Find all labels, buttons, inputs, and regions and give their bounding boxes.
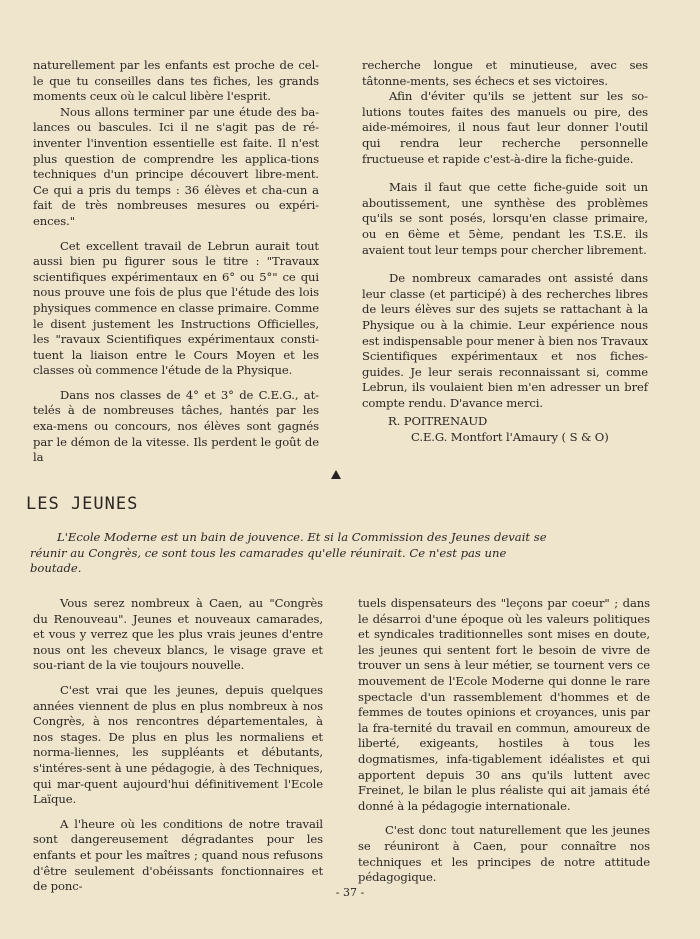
paragraph: C'est vrai que les jeunes, depuis quelques années viennent de plus en plus nombreux à nos Congrès, à nos rencontres départementales, à nos stages. De plus en plus les normaliens et norma-liennes, les suppléants et débutants, s'intéres-sent à une pédagogie, à des Techniques, qui mar-quent aujourd'hui définitivement l'Ecole Laïque. [33, 682, 323, 807]
page-number: - 37 - [335, 886, 365, 899]
paragraph: De nombreux camarades ont assisté dans leur classe (et participé) à des recherches libres de leurs élèves sur des sujets se rattachant à la Physique ou à la chimie. Leur expérience nous est indispensable pour mener à bien nos Travaux Scientifiques expérimentaux et nos fiches-guides. Je leur serais reconnaissant si, comme Lebrun, ils voulaient bien m'en adresser un bref compte rendu. D'avance merci. [362, 271, 648, 410]
paragraph: Dans nos classes de 4° et 3° de C.E.G., at-telés à de nombreuses tâches, hantés par les exa-mens ou concours, nos élèves sont gagnés par le démon de la vitesse. Ils perdent le goût de la [33, 387, 319, 465]
column-top-left [33, 58, 319, 466]
paragraph: Vous serez nombreux à Caen, au "Congrès du Renouveau". Jeunes et nouveaux camarades, et vous y verrez que les plus vrais jeunes d'entre nous ont les cheveux blancs, le visage grave et sou-riant de la vie toujours nouvelle. [33, 596, 323, 673]
paragraph: Nous allons terminer par une étude des ba-lances ou bascules. Ici il ne s'agit pas de ré-inventer l'invention essentielle est faite. Il n'est plus question de comprendre les applica-tions techniques d'un principe découvert libre-ment. Ce qui a pris du temps : 36 élèves et cha-cun a fait de très nombreuses mesures ou expéri-ences." [33, 104, 319, 228]
paragraph: tuels dispensateurs des "leçons par coeur" ; dans le désarroi d'une époque où les valeurs politiques et syndicales traditionnelles sont mises en doute, les jeunes qui sentent fort le besoin de vivre de trouver un sens à leur métier, se tournent vers ce mouvement de l'Ecole Moderne qui donne le rare spectacle d'un rassemblement d'hommes et de femmes de toutes opinions et croyances, unis par la fra-ternité du travail en commun, amoureux de liberté, exigeants, hostiles à tous les dogmatismes, infa-tigablement idéalistes et qui apportent depuis 30 ans qu'ils luttent avec Freinet, le bilan le plus réaliste qui ait jamais été donné à la pédagogie internationale. [358, 596, 650, 813]
signature-address: C.E.G. Montfort l'Amaury ( S & O) [411, 430, 609, 445]
section-title: LES JEUNES [26, 494, 139, 514]
paragraph: Mais il faut que cette fiche-guide soit un aboutissement, une synthèse des problèmes qu'ils se sont posés, lorsqu'en classe primaire, ou en 6ème et 5ème, pendant les T.S.E. ils avaient tout leur temps pour chercher librement. [362, 180, 648, 257]
column-bottom-left [33, 596, 323, 895]
paragraph: C'est donc tout naturellement que les jeunes se réuniront à Caen, pour connaître nos techniques et les principes de notre attitude pédagogique. [358, 823, 650, 885]
signature-name: R. POITRENAUD [388, 414, 488, 429]
paragraph: recherche longue et minutieuse, avec ses tâtonne-ments, ses échecs et ses victoires. [362, 58, 648, 88]
paragraph: Cet excellent travail de Lebrun aurait tout aussi bien pu figurer sous le titre : "Travaux scientifiques expérimentaux en 6° ou 5°" ce qui nous prouve une fois de plus que l'étude des lois physiques commence en classe primaire. Comme le disent justement les Instructions Officielles, les "ravaux Scientifiques expérimentaux consti-tuent la liaison entre le Cours Moyen et les classes où commence l'étude de la Physique. [33, 238, 319, 378]
intro-text: L'Ecole Moderne est un bain de jouvence. Et si la Commission des Jeunes devait se réunir au Congrès, ce sont tous les camarades qu'elle réunirait. Ce n'est pas une boutade. [30, 530, 547, 576]
paragraph: naturellement par les enfants est proche de cel-le que tu conseilles dans tes fiches, les grands moments ceux où le calcul libère l'esprit. [33, 58, 319, 104]
column-top-right [362, 58, 648, 446]
paragraph: A l'heure où les conditions de notre travail sont dangereusement dégradantes pour les enfants et pour les maîtres ; quand nous refusons d'être seulement d'obéissants fonctionnaires et de ponc- [33, 816, 323, 894]
column-bottom-right [358, 596, 650, 886]
triangle-ornament [331, 470, 341, 479]
paragraph: Afin d'éviter qu'ils se jettent sur les so-lutions toutes faites des manuels ou pire, des aide-mémoires, il nous faut leur donner l'outil qui rendra leur recherche personnelle fructueuse et rapide c'est-à-dire la fiche-guide. [362, 89, 648, 166]
